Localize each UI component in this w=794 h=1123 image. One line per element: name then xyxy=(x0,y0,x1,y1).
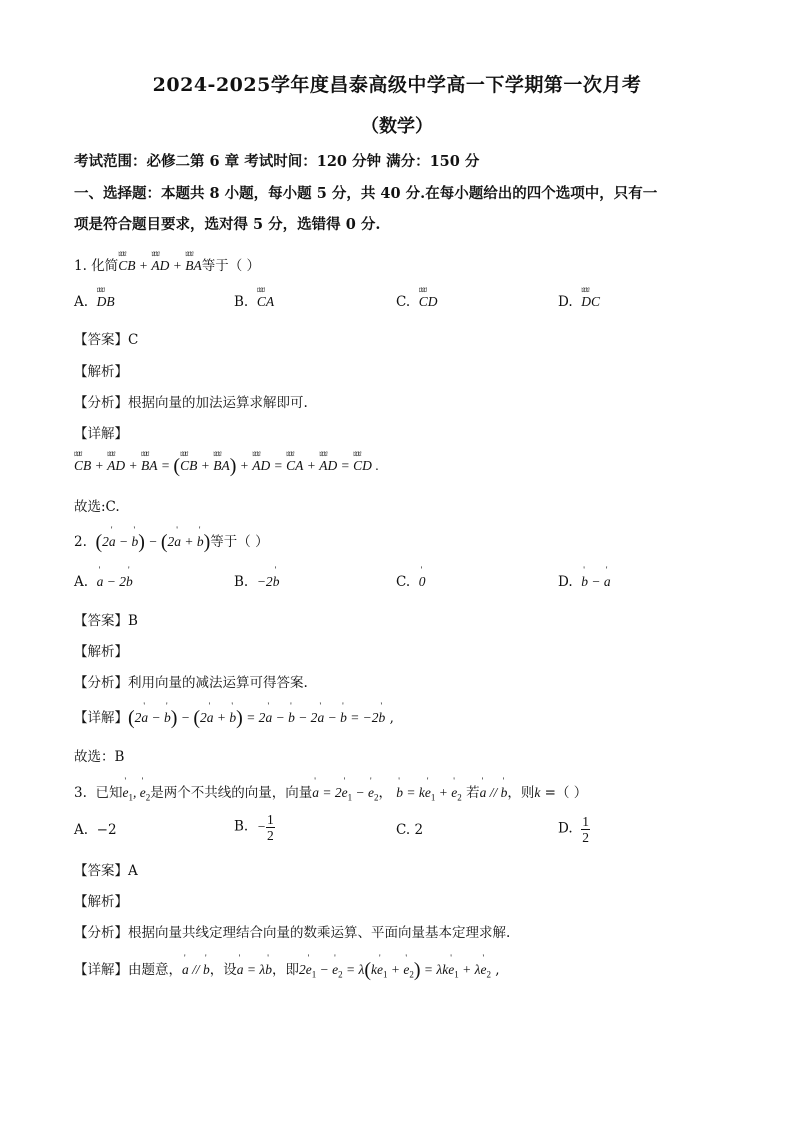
q3-option-a-value: −2 xyxy=(96,822,117,838)
q1-option-c-letter: C. xyxy=(396,294,411,310)
page-title: 2024-2025学年度昌泰高级中学高一下学期第一次月考 xyxy=(152,74,642,96)
q2-option-b-letter: B. xyxy=(234,574,249,590)
q2-option-d-letter: D. xyxy=(558,574,573,590)
answer-label: 【答案】 xyxy=(74,613,128,629)
q3-stem: 3. 已知' $e_1$, ' $e_2$是两个不共线的向量，向量' a = 2' $e_1$ − ' $e_2$， ' b = k' $e_1$ + ' $e_2$ 若' a // ' b，则k =（ ） xyxy=(74,781,587,803)
q3-option-b: B. − $\frac{1}{2}$ xyxy=(234,812,274,843)
q3-detail-formula: ' a // ' b，设' a = λ' b，即2' $e_1$ − ' $e_2 = \lambda(k'$ $e_1$ + ' $e_2) = \lambda k'$ $e_1 + \lambda'$ $e_2$ xyxy=(182,962,491,977)
q1-stem-suffix: 等于（ ） xyxy=(201,258,260,274)
detail-label: 【详解】 xyxy=(74,710,128,726)
q1-option-c-value: ﾛﾛﾛ CD xyxy=(419,294,438,310)
q2-choose: 故选：B xyxy=(74,749,125,765)
q1-option-c xyxy=(396,294,438,310)
q2-answer-value: B xyxy=(128,613,138,629)
q3-detail-text: 由题意， xyxy=(128,962,182,978)
q1-option-b-letter: B. xyxy=(234,294,249,310)
q1-option-d xyxy=(558,294,600,310)
q3-fenxi-text: 根据向量共线定理结合向量的数乘运算、平面向量基本定理求解. xyxy=(128,925,511,941)
q1-number: 1. xyxy=(74,258,87,274)
q2-fenxi xyxy=(74,671,308,691)
q1-option-a-value: ﾛﾛﾛ DB xyxy=(97,294,115,310)
q1-vec-1: ﾛﾛﾛ CB xyxy=(118,258,135,274)
exam-info: 考试范围：必修二第 6 章 考试时间：120 分钟 满分：150 分 xyxy=(74,153,480,170)
q3-option-b-letter: B. xyxy=(234,818,249,835)
q2-expression: (2' a − ' b) − (2' a + ' b) xyxy=(95,534,210,549)
q1-detail-label: 【详解】 xyxy=(74,426,128,442)
q3-analysis-label: 【解析】 xyxy=(74,894,128,910)
q1-analysis-label: 【解析】 xyxy=(74,364,128,380)
q3-option-a-letter: A. xyxy=(74,822,89,838)
q2-detail-formula: (2' a − ' b) − (2' a + ' b) = 2' a − ' b − 2' a − ' b = −2' b xyxy=(128,710,385,725)
q2-answer xyxy=(74,609,138,629)
q3-option-c-value: 2 xyxy=(414,822,424,838)
q3-answer-value: A xyxy=(128,863,138,879)
q1-answer xyxy=(74,328,138,348)
q1-option-d-value: ﾛﾛﾛ DC xyxy=(581,294,600,310)
q1-vec-3: ﾛﾛﾛ BA xyxy=(185,258,202,274)
answer-label: 【答案】 xyxy=(74,332,128,348)
q1-option-b-value: ﾛﾛﾛ CA xyxy=(257,294,274,310)
q3-stem-b: 是两个不共线的向量，向量 xyxy=(150,785,313,801)
q2-fenxi-text: 利用向量的减法运算可得答案. xyxy=(128,675,308,691)
q3-number: 3. xyxy=(74,785,87,801)
q1-stem xyxy=(74,254,260,274)
q1-fenxi-text: 根据向量的加法运算求解即可. xyxy=(128,395,308,411)
q1-expression: ﾛﾛﾛ CB + ﾛﾛﾛ AD + ﾛﾛﾛ BA xyxy=(118,258,202,273)
q2-option-b: B. −2' b xyxy=(234,574,279,590)
fenxi-label: 【分析】 xyxy=(74,675,128,691)
q2-option-c-letter: C. xyxy=(396,574,411,590)
q1-detail-formula: ﾛﾛﾛ CB + ﾛﾛﾛ AD + ﾛﾛﾛ BA = (ﾛﾛﾛ CB + ﾛﾛﾛ BA) + ﾛﾛﾛ AD = ﾛﾛﾛ CA + ﾛﾛﾛ AD = ﾛﾛﾛ CD . xyxy=(74,455,379,478)
q1-option-a xyxy=(74,294,115,310)
q3-option-a xyxy=(74,822,117,838)
section-heading-line1: 一、选择题：本题共 8 小题，每小题 5 分，共 40 分.在每小题给出的四个选项中，只有一 xyxy=(74,185,658,202)
q3-stem-c: 若 xyxy=(466,785,480,801)
q3-detail: 【详解】由题意，' a // ' b，设' a = λ' b，即2' $e_1$ − ' $e_2 = \lambda(k'$ $e_1$ + ' $e_2) = \lambda k'$ $e_1 + \lambda'$ $e_2$ , xyxy=(74,958,500,982)
q2-option-c: C. ' 0 xyxy=(396,574,425,590)
page-subtitle: （数学） xyxy=(361,116,433,137)
q2-stem xyxy=(74,530,269,554)
q3-option-c-letter: C. xyxy=(396,822,411,838)
q1-option-a-letter: A. xyxy=(74,294,89,310)
q3-option-d-letter: D. xyxy=(558,820,573,837)
q2-option-a-letter: A. xyxy=(74,574,89,590)
q1-answer-value: C xyxy=(128,332,139,348)
q2-analysis-label: 【解析】 xyxy=(74,644,128,660)
q3-option-d: D. $\frac{1}{2}$ xyxy=(558,814,589,845)
q1-option-b xyxy=(234,294,274,310)
q3-fenxi xyxy=(74,921,510,941)
q2-option-d: D. ' b − ' a xyxy=(558,574,611,590)
fenxi-label: 【分析】 xyxy=(74,925,128,941)
q1-fenxi xyxy=(74,391,308,411)
q1-stem-prefix: 化简 xyxy=(91,258,119,274)
section-heading-line2: 项是符合题目要求，选对得 5 分，选错得 0 分. xyxy=(74,216,381,233)
q3-stem-a: 已知 xyxy=(95,785,123,801)
q1-choose: 故选:C. xyxy=(74,499,120,515)
q2-option-a: A. ' a − 2' b xyxy=(74,574,133,590)
q2-number: 2. xyxy=(74,534,87,550)
q3-option-c xyxy=(396,822,423,838)
answer-label: 【答案】 xyxy=(74,863,128,879)
fenxi-label: 【分析】 xyxy=(74,395,128,411)
q3-stem-d: ，则 xyxy=(507,785,535,801)
q2-stem-suffix: 等于（ ） xyxy=(210,534,269,550)
q2-detail: 【详解】(2' a − ' b) − (2' a + ' b) = 2' a − ' b − 2' a − ' b = −2' b , xyxy=(74,706,394,730)
q1-option-d-letter: D. xyxy=(558,294,573,310)
q3-answer xyxy=(74,859,138,879)
q1-vec-2: ﾛﾛﾛ AD xyxy=(151,258,169,274)
detail-label: 【详解】 xyxy=(74,962,128,978)
q3-stem-e: （ ） xyxy=(555,785,588,801)
